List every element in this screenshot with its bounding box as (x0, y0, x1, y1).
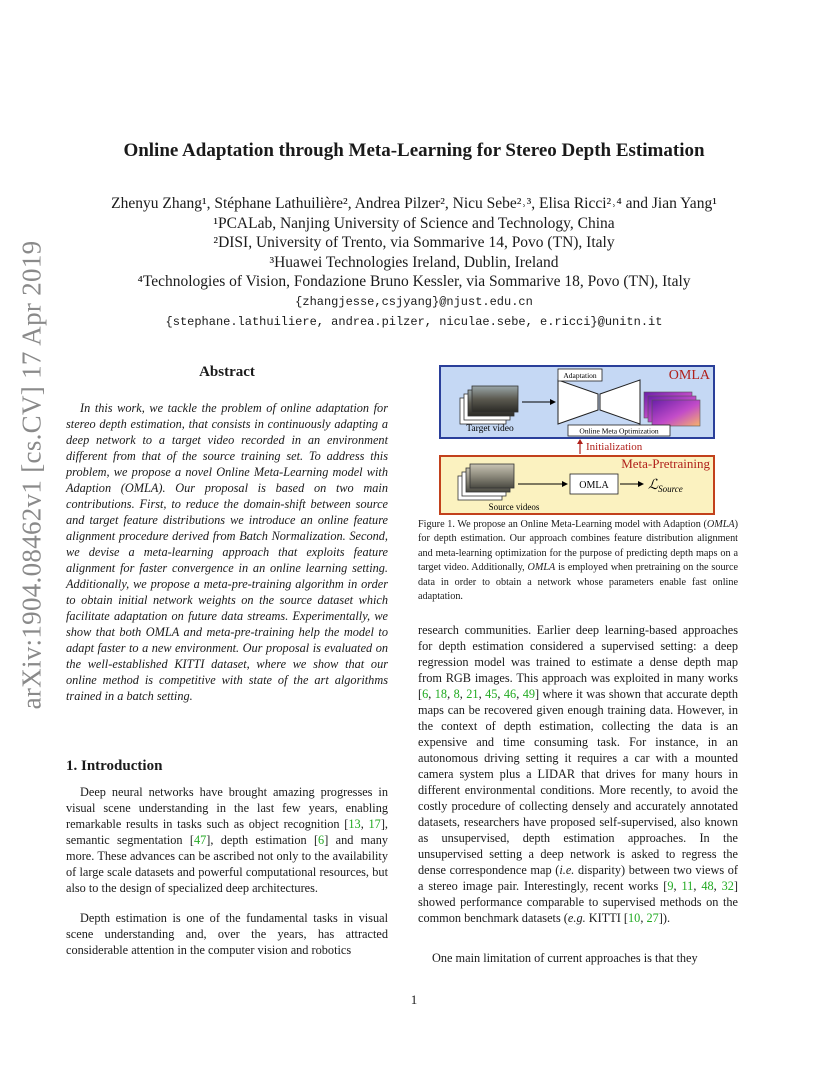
online-meta-optimization-label: Online Meta Optimization (579, 426, 659, 436)
intro-paragraph-1: Deep neural networks have brought amazing progresses in visual scene understanding in the last few years, enabling remarkable results in tasks such as object recognition [13, 17], semantic segmentation [47], depth estimation [6] and many more. These advances can be ascribed not only to the availability of large scale datasets and powerful computational resources, but also to the design of specialized deep architectures. (66, 785, 388, 895)
citation-link[interactable]: 46 (503, 687, 517, 701)
figure-1-caption: Figure 1. We propose an Online Meta-Learning model with Adaption (OMLA) for depth estimation. Our approach combines feature distribution alignment and meta-learning optimization for the purpose of predicting depth maps on a target video. Additionally, OMLA is employed when pretraining on the source data in order to obtain a network whose parameters enable fast online adaptation. (418, 519, 738, 603)
arxiv-id: arXiv:1904.08462v1 [cs.CV] 17 Apr 2019 (16, 240, 47, 710)
affiliation-1: ¹PCALab, Nanjing University of Science and Technology, China (213, 214, 615, 232)
intro-paragraph-right-1: research communities. Earlier deep learning-based approaches for depth estimation considered a supervised setting: a deep regression model was trained to estimate a dense depth map from RGB images. This approach was exploited in many works [6, 18, 8, 21, 45, 46, 49] where it was shown that accurate depth maps can be recovered given enough training data. However, in the context of depth estimation, collecting the data is an expensive and time consuming task. For instance, in an autonomous driving setting it requires a car with a mounted camera system plus a LIDAR that drives for many hours in different environmental conditions. More recently, to avoid the costly procedure of collecting densely and accurately annotated datasets, researchers have proposed self-supervised, also known as unsupervised, depth estimation approaches. In the unsupervised setting a deep network is asked to regress the dense correspondence map (i.e. disparity) between two views of a stereo image pair. Interestingly, recent works [9, 11, 48, 32] showed performance comparable to supervised methods on the common benchmark datasets (e.g. KITTI [10, 27]). (418, 623, 738, 925)
citation-link[interactable]: 9 (667, 879, 674, 893)
loss-subscript: Source (658, 484, 683, 494)
page-number: 1 (410, 992, 418, 1007)
source-videos-label: Source videos (488, 502, 540, 512)
intro-paragraph-right-2: One main limitation of current approaches is that they (432, 951, 698, 965)
citation-link[interactable]: 13 (348, 817, 361, 831)
citation-link[interactable]: 48 (701, 879, 714, 893)
arxiv-sidebar (12, 240, 52, 710)
omla-title: OMLA (668, 368, 710, 383)
predicted-depth-maps (644, 392, 700, 426)
citation-link[interactable]: 45 (485, 687, 498, 701)
citation-link[interactable]: 27 (646, 911, 659, 925)
loss-symbol: ℒ (648, 478, 659, 493)
source-video-frames (458, 464, 514, 500)
citation-link[interactable]: 21 (466, 687, 479, 701)
affiliation-4: ⁴Technologies of Vision, Fondazione Bruno Kessler, via Sommarive 18, Povo (TN), Italy (137, 273, 691, 290)
citation-link[interactable]: 18 (434, 687, 448, 701)
target-video-label: Target video (466, 424, 514, 434)
introduction-heading: 1. Introduction (66, 758, 163, 774)
citation-link[interactable]: 32 (721, 879, 734, 893)
citation-link[interactable]: 10 (628, 911, 641, 925)
citation-link[interactable]: 47 (194, 833, 207, 847)
citation-link[interactable]: 49 (522, 687, 535, 701)
meta-pretraining-title: Meta-Pretraining (621, 456, 710, 471)
email-unitn: {stephane.lathuiliere, andrea.pilzer, niculae.sebe, e.ricci}@unitn.it (165, 314, 663, 329)
abstract-text: In this work, we tackle the problem of online adaptation for stereo depth estimation, that consists in continuously adapting a deep network to a target video recorded in an environment different from that of the source training set. To address this problem, we propose a novel Online Meta-Learning model with Adaption (OMLA). Our proposal is based on two main contributions. First, to reduce the domain-shift between source and target feature distributions we introduce an online feature alignment procedure derived from Batch Normalization. Second, we devise a meta-learning approach that exploits feature alignment for faster convergence in an online learning setting. Additionally, we propose a meta-pre-training algorithm in order to obtain initial network weights on the source dataset which facilitate adaptation on future data streams. Experimentally, we show that both OMLA and meta-pre-training help the model to adapt faster to a new environment. Our proposal is evaluated on the well-established KITTI dataset, where we show that our online method is competitive with state of the art algorithms trained in a batch setting. (66, 401, 388, 703)
abstract-heading: Abstract (199, 364, 255, 380)
affiliation-2: ²DISI, University of Trento, via Sommarive 14, Povo (TN), Italy (213, 234, 615, 251)
adaptation-label: Adaptation (563, 371, 597, 380)
citation-link[interactable]: 6 (422, 687, 429, 701)
author-list: Zhenyu Zhang¹, Stéphane Lathuilière², Andrea Pilzer², Nicu Sebe²˒³, Elisa Ricci²˒⁴ and Jian Yang¹ (111, 195, 717, 212)
omla-box-label: OMLA (579, 480, 609, 491)
figure-1-diagram (438, 364, 716, 516)
citation-link[interactable]: 6 (318, 833, 325, 847)
author-block (0, 194, 828, 332)
initialization-label: Initialization (586, 441, 643, 453)
email-njust: {zhangjesse,csjyang}@njust.edu.cn (295, 294, 533, 309)
citation-link[interactable]: 8 (453, 687, 460, 701)
paper-title: Online Adaptation through Meta-Learning for Stereo Depth Estimation (123, 140, 705, 161)
intro-paragraph-2: Depth estimation is one of the fundamental tasks in visual scene understanding and, over the years, has attracted considerable attention in the computer vision and robotics (66, 911, 388, 957)
target-video-frames (460, 386, 518, 424)
citation-link[interactable]: 17 (368, 817, 381, 831)
citation-link[interactable]: 11 (681, 879, 694, 893)
affiliation-3: ³Huawei Technologies Ireland, Dublin, Ireland (269, 253, 559, 271)
